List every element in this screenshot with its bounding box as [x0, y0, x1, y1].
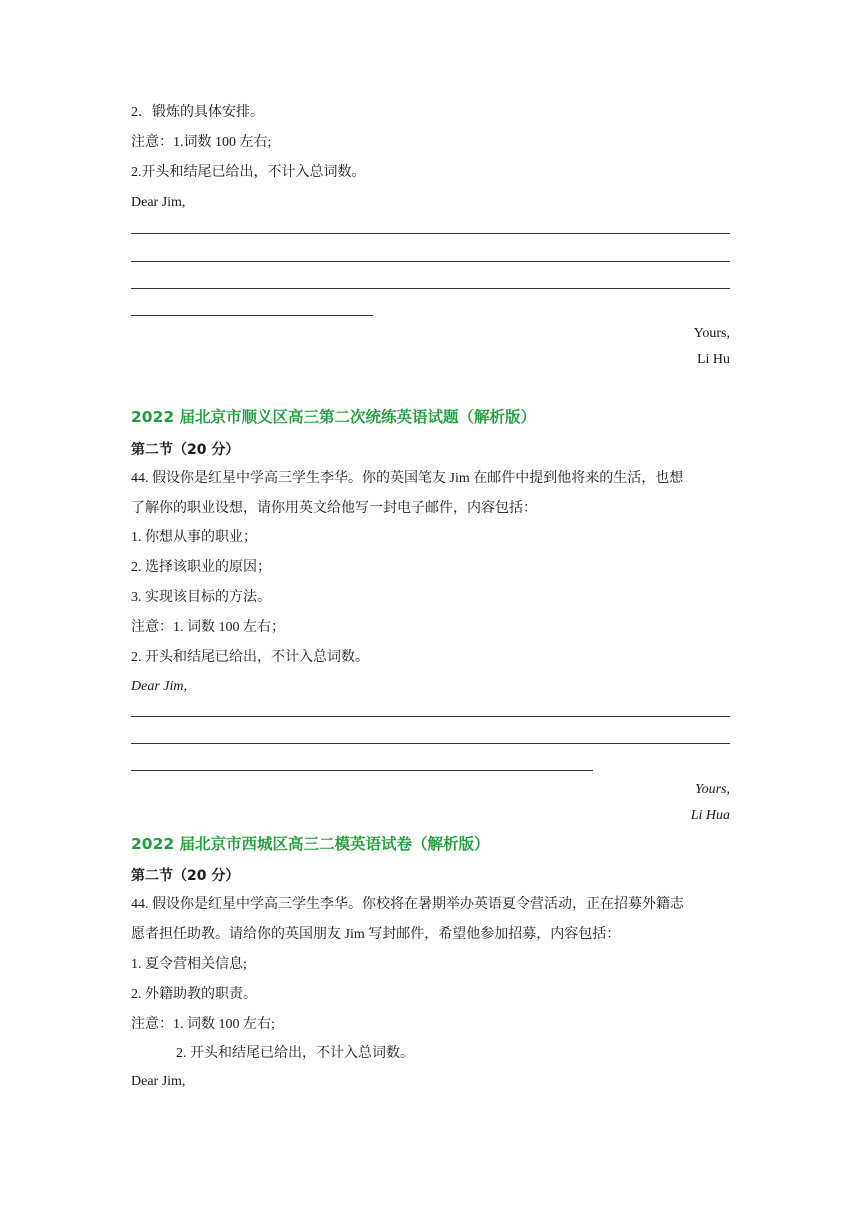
letter-greeting: Dear Jim,: [131, 195, 186, 210]
note-opening-closing: 2.开头和结尾已给出，不计入总词数。: [131, 165, 366, 180]
note-word-count: 注意：1. 词数 100 左右;: [131, 1017, 275, 1032]
part-heading: 第二节（20 分）: [131, 442, 240, 458]
letter-signature: Li Hua: [690, 808, 730, 823]
letter-closing: Yours,: [695, 782, 730, 797]
letter-greeting: Dear Jim,: [131, 679, 187, 694]
prompt-line: 44. 假设你是红星中学高三学生李华。你的英国笔友 Jim 在邮件中提到他将来的生活，也想: [131, 471, 684, 486]
content-item: 2. 选择该职业的原因；: [131, 560, 271, 575]
writing-line: [131, 233, 730, 234]
prompt-line: 44. 假设你是红星中学高三学生李华。你校将在暑期举办英语夏令营活动，正在招募外籍志: [131, 897, 684, 912]
note-opening-closing: 2. 开头和结尾已给出，不计入总词数。: [176, 1046, 414, 1061]
note-opening-closing: 2. 开头和结尾已给出，不计入总词数。: [131, 650, 369, 665]
note-word-count: 注意：1. 词数 100 左右；: [131, 620, 285, 635]
writing-line: [131, 261, 730, 262]
prompt-line: 愿者担任助教。请给你的英国朋友 Jim 写封邮件，希望他参加招募，内容包括：: [131, 927, 621, 942]
letter-greeting: Dear Jim,: [131, 1074, 186, 1089]
content-item: 1. 你想从事的职业；: [131, 530, 257, 545]
note-word-count: 注意：1.词数 100 左右;: [131, 135, 272, 150]
requirement-line: 2．锻炼的具体安排。: [131, 105, 264, 120]
writing-line: [131, 770, 593, 771]
content-item: 2. 外籍助教的职责。: [131, 987, 257, 1002]
writing-line: [131, 743, 730, 744]
prompt-line: 了解你的职业设想，请你用英文给他写一封电子邮件，内容包括：: [131, 501, 537, 516]
content-item: 1. 夏令营相关信息;: [131, 957, 247, 972]
letter-signature: Li Hu: [696, 352, 730, 367]
part-heading: 第二节（20 分）: [131, 868, 240, 884]
exam-title: 2022 届北京市西城区高三二模英语试卷（解析版）: [131, 835, 490, 853]
writing-line: [131, 315, 373, 316]
letter-closing: Yours,: [693, 326, 730, 341]
exam-title: 2022 届北京市顺义区高三第二次统练英语试题（解析版）: [131, 408, 537, 426]
writing-line: [131, 288, 730, 289]
content-item: 3. 实现该目标的方法。: [131, 590, 271, 605]
writing-line: [131, 716, 730, 717]
